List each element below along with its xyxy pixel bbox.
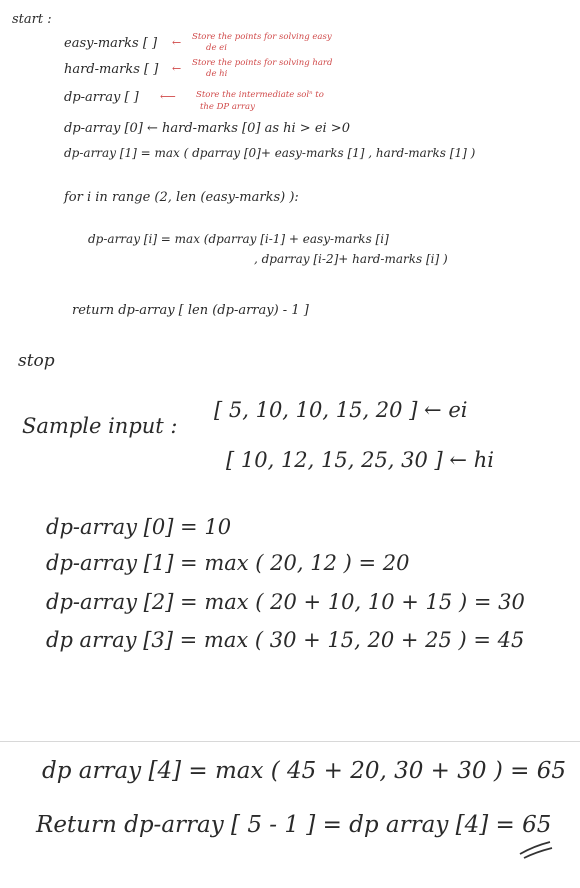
dp-step-0: dp-array [0] = 10	[46, 515, 232, 539]
dp-array-declaration: dp-array [ ]	[64, 90, 139, 105]
start-label: start :	[12, 12, 52, 27]
dp-array-note-1: Store the intermediate solⁿ to	[196, 90, 324, 100]
easy-marks-note-2: de ei	[206, 43, 227, 53]
hard-marks-note-2: de hi	[206, 69, 228, 79]
recurrence-line-1: dp-array [i] = max (dparray [i-1] + easy-marks [i]	[88, 232, 389, 246]
hard-marks-declaration: hard-marks [ ]	[64, 62, 159, 77]
base-case-1: dp-array [1] = max ( dparray [0]+ easy-marks [1] , hard-marks [1] )	[64, 146, 476, 160]
stop-label: stop	[18, 351, 55, 371]
dp-array-note-2: the DP array	[200, 102, 255, 112]
easy-marks-sample: [ 5, 10, 10, 15, 20 ] ← ei	[214, 398, 468, 422]
for-loop-header: for i in range (2, len (easy-marks) ):	[64, 190, 299, 205]
base-case-0: dp-array [0] ← hard-marks [0] as hi > ei >0	[64, 121, 350, 136]
left-arrow-icon: ←	[172, 62, 182, 75]
hard-marks-sample: [ 10, 12, 15, 25, 30 ] ← hi	[226, 448, 494, 472]
dp-step-4: dp array [4] = max ( 45 + 20, 30 + 30 ) = 65	[42, 758, 566, 784]
dp-step-3: dp array [3] = max ( 30 + 15, 20 + 25 ) = 45	[46, 628, 525, 652]
hard-marks-note-1: Store the points for solving hard	[192, 58, 333, 68]
divider	[0, 741, 580, 742]
easy-marks-declaration: easy-marks [ ]	[64, 36, 158, 51]
dp-step-1: dp-array [1] = max ( 20, 12 ) = 20	[46, 551, 410, 575]
return-result: Return dp-array [ 5 - 1 ] = dp array [4] = 65	[36, 812, 552, 838]
sample-input-label: Sample input :	[22, 414, 178, 438]
long-left-arrow-icon: ⟵	[160, 90, 176, 103]
return-statement: return dp-array [ len (dp-array) - 1 ]	[72, 303, 309, 318]
left-arrow-icon: ←	[172, 36, 182, 49]
easy-marks-note-1: Store the points for solving easy	[192, 32, 332, 42]
recurrence-line-2: , dparray [i-2]+ hard-marks [i] )	[254, 252, 448, 266]
final-underline-icon	[516, 838, 556, 860]
dp-step-2: dp-array [2] = max ( 20 + 10, 10 + 15 ) = 30	[46, 590, 525, 614]
